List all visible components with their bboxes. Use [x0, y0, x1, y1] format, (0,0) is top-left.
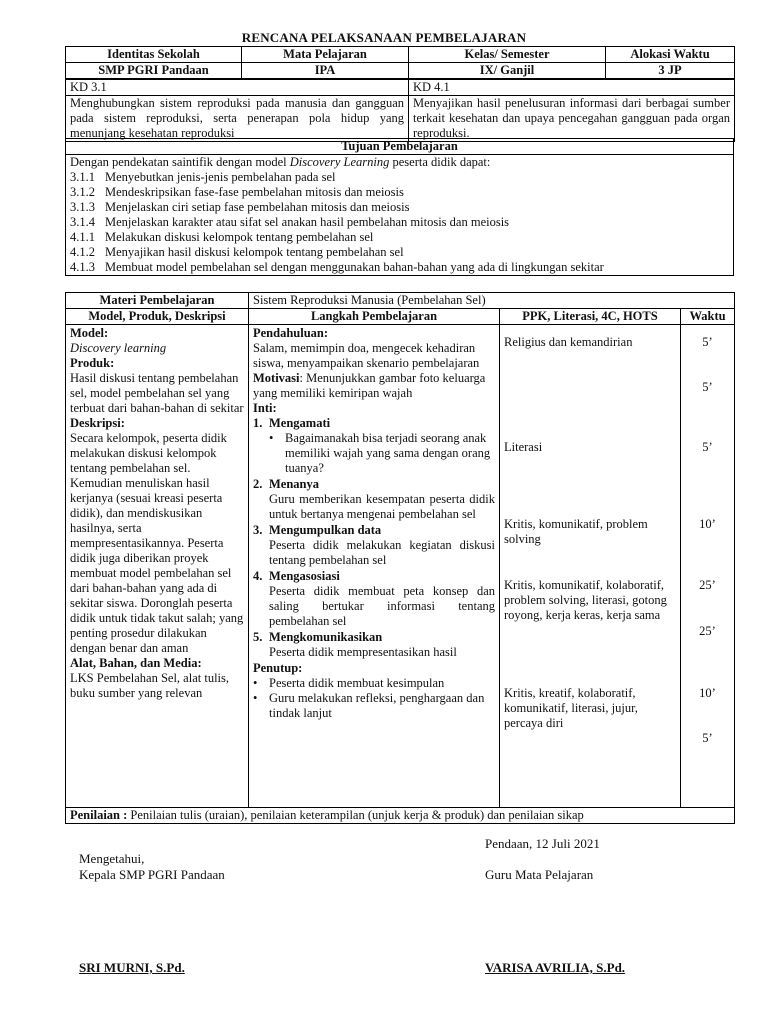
- kd-right-text: Menyajikan hasil penelusuran informasi dari berbagai sumber terkait kesehatan dan upaya pencegahan gangguan pada organ reproduksi.: [409, 96, 735, 142]
- identity-table: [65, 46, 735, 79]
- tujuan-item-number: 4.1.2: [70, 245, 95, 259]
- inti-step-text: [253, 431, 495, 476]
- inti-step-text: Peserta didik mempresentasikan hasil: [269, 645, 457, 659]
- ppk-item: Literasi: [504, 440, 543, 454]
- inti-step-number: 2.: [253, 477, 263, 491]
- tujuan-item-text: Mendeskripsikan fase-fase pembelahan mitosis dan meiosis: [105, 185, 404, 199]
- inti-step-number: 4.: [253, 569, 263, 583]
- signature-left-line2: Kepala SMP PGRI Pandaan: [79, 867, 225, 882]
- inti-step-bullet-text: Bagaimanakah bisa terjadi seorang anak memiliki wajah yang sama dengan orang tuanya?: [285, 431, 491, 475]
- tujuan-item-number: 4.1.3: [70, 260, 95, 274]
- inti-step-label: Mengumpulkan data: [269, 523, 382, 537]
- langkah-column: [249, 325, 500, 808]
- tujuan-item-number: 3.1.3: [70, 200, 95, 214]
- waktu-item: 25’: [699, 624, 716, 638]
- bullet-icon: •: [269, 431, 274, 445]
- pendahuluan-text: Salam, memimpin doa, mengecek kehadiran siswa, menyampaikan skenario pembelajaran: [253, 341, 480, 370]
- penilaian-text: Penilaian tulis (uraian), penilaian keterampilan (unjuk kerja & produk) dan penilaian sikap: [127, 808, 584, 822]
- inti-step: [253, 477, 495, 522]
- tujuan-item: [70, 230, 729, 245]
- penutup-item: [253, 676, 495, 691]
- header-label-subject: Mata Pelajaran: [242, 47, 409, 63]
- kd-right-code: KD 4.1: [409, 80, 735, 96]
- penilaian-row: [66, 808, 735, 824]
- inti-label: Inti:: [253, 401, 277, 415]
- penutup-label: Penutup:: [253, 661, 303, 675]
- inti-step: [253, 523, 495, 568]
- motivasi-text: : Menunjukkan gambar foto keluarga yang memiliki kemiripan wajah: [253, 371, 486, 400]
- tujuan-item: [70, 185, 729, 200]
- tujuan-intro: [70, 155, 729, 170]
- col-header-ppk: PPK, Literasi, 4C, HOTS: [500, 309, 681, 325]
- motivasi-label: Motivasi: [253, 371, 300, 385]
- header-value-school: SMP PGRI Pandaan: [66, 63, 242, 79]
- inti-step-heading: [253, 569, 495, 584]
- tujuan-item-text: Menyajikan hasil diskusi kelompok tentang pembelahan sel: [105, 245, 404, 259]
- bullet-icon: •: [253, 691, 258, 705]
- inti-step-heading: [253, 416, 495, 431]
- signature-right-line: Guru Mata Pelajaran: [485, 867, 594, 882]
- model-column: [66, 325, 249, 808]
- main-table: [65, 292, 735, 824]
- deskripsi-text: Secara kelompok, peserta didik melakukan diskusi kelompok tentang pembelahan sel. Kemudian menuliskan hasil kerjanya (sesuai kreasi peserta didik), dan mendiskusikan hasilnya, serta mempresentasikannya. Peserta didik juga diberikan proyek membuat model pembelahan sel dari bahan-bahan yang ada di sekitar siswa. Doronglah peserta didik untuk tidak takut salah; yang penting prosedur dilakukan dengan benar dan aman: [70, 431, 244, 655]
- inti-step-number: 1.: [253, 416, 263, 430]
- waktu-item: 25’: [699, 578, 716, 592]
- header-value-class: IX/ Ganjil: [409, 63, 606, 79]
- waktu-column: [681, 325, 735, 808]
- document-title: RENCANA PELAKSANAAN PEMBELAJARAN: [241, 30, 527, 45]
- inti-step-heading: [253, 523, 495, 538]
- inti-step-text: Peserta didik membuat peta konsep dan saling bertukar informasi tentang pembelahan sel: [269, 584, 495, 628]
- inti-step: [253, 569, 495, 629]
- waktu-item: 10’: [699, 686, 716, 700]
- penutup-item: [253, 691, 495, 721]
- produk-text: Hasil diskusi tentang pembelahan sel, model pembelahan sel yang terbuat dari bahan-bahan di sekitar: [70, 371, 244, 415]
- tujuan-item: [70, 245, 729, 260]
- ppk-item: Religius dan kemandirian: [504, 335, 633, 349]
- col-header-langkah: Langkah Pembelajaran: [249, 309, 500, 325]
- tujuan-item-number: 3.1.4: [70, 215, 95, 229]
- place-date: Pendaan, 12 Juli 2021: [485, 836, 600, 851]
- ppk-item: Kritis, komunikatif, kolaboratif, problem solving, literasi, gotong royong, kerja keras, kerja sama: [504, 578, 667, 622]
- model-label: Model:: [70, 326, 109, 340]
- materi-label: Materi Pembelajaran: [66, 293, 249, 309]
- ppk-column: [500, 325, 681, 808]
- inti-step: [253, 416, 495, 476]
- tujuan-table: [65, 138, 734, 276]
- inti-step: [253, 630, 495, 660]
- inti-step-label: Mengkomunikasikan: [269, 630, 383, 644]
- tujuan-item-text: Membuat model pembelahan sel dengan menggunakan bahan-bahan yang ada di lingkungan sekitar: [105, 260, 604, 274]
- tujuan-intro-post: peserta didik dapat:: [389, 155, 491, 169]
- header-label-school: Identitas Sekolah: [66, 47, 242, 63]
- header-value-subject: IPA: [242, 63, 409, 79]
- ppk-item: Kritis, komunikatif, problem solving: [504, 517, 648, 546]
- inti-step-heading: [253, 477, 495, 492]
- tujuan-intro-model: Discovery Learning: [289, 155, 390, 169]
- signature-right-name: VARISA AVRILIA, S.Pd.: [485, 960, 626, 975]
- inti-step-text: Peserta didik melakukan kegiatan diskusi tentang pembelahan sel: [269, 538, 495, 567]
- penutup-item-text: Peserta didik membuat kesimpulan: [269, 676, 445, 690]
- tujuan-item: [70, 260, 729, 275]
- tujuan-list: [70, 170, 729, 275]
- kd-left-code: KD 3.1: [66, 80, 409, 96]
- tujuan-item-text: Menyebutkan jenis-jenis pembelahan pada sel: [105, 170, 336, 184]
- tujuan-item-number: 4.1.1: [70, 230, 95, 244]
- inti-step-heading: [253, 630, 495, 645]
- tujuan-item-number: 3.1.1: [70, 170, 95, 184]
- inti-step-text: Guru memberikan kesempatan peserta didik untuk bertanya mengenai pembelahan sel: [269, 492, 495, 521]
- tujuan-item-text: Menjelaskan karakter atau sifat sel anakan hasil pembelahan mitosis dan meiosis: [105, 215, 510, 229]
- inti-step-label: Mengasosiasi: [269, 569, 340, 583]
- alat-label: Alat, Bahan, dan Media:: [70, 656, 202, 670]
- waktu-item: 5’: [702, 335, 713, 349]
- col-header-model: Model, Produk, Deskripsi: [66, 309, 249, 325]
- deskripsi-label: Deskripsi:: [70, 416, 125, 430]
- inti-steps: [253, 416, 495, 660]
- alat-text: LKS Pembelahan Sel, alat tulis, buku sumber yang relevan: [70, 671, 230, 700]
- penilaian-label: Penilaian :: [70, 808, 128, 822]
- inti-step-label: Menanya: [269, 477, 319, 491]
- motivasi: [253, 371, 495, 401]
- tujuan-body: [66, 155, 734, 276]
- penutup-item-text: Guru melakukan refleksi, penghargaan dan tindak lanjut: [269, 691, 485, 720]
- signature-left-line1: Mengetahui,: [79, 851, 145, 866]
- bullet-icon: •: [253, 676, 258, 690]
- waktu-item: 5’: [702, 731, 713, 745]
- waktu-item: 10’: [699, 517, 716, 531]
- tujuan-item-text: Menjelaskan ciri setiap fase pembelahan mitosis dan meiosis: [105, 200, 410, 214]
- tujuan-intro-pre: Dengan pendekatan saintifik dengan model: [70, 155, 290, 169]
- kd-left-text: Menghubungkan sistem reproduksi pada manusia dan gangguan pada sistem reproduksi, serta penerapan pola hidup yang menunjang kesehatan reproduksi: [66, 96, 409, 142]
- waktu-item: 5’: [702, 440, 713, 454]
- tujuan-item-number: 3.1.2: [70, 185, 95, 199]
- pendahuluan-label: Pendahuluan:: [253, 326, 329, 340]
- inti-step-label: Mengamati: [269, 416, 331, 430]
- inti-step-number: 5.: [253, 630, 263, 644]
- produk-label: Produk:: [70, 356, 115, 370]
- ppk-item: Kritis, kreatif, kolaboratif, komunikatif, literasi, jujur, percaya diri: [504, 686, 638, 730]
- inti-step-number: 3.: [253, 523, 263, 537]
- header-value-time: 3 JP: [606, 63, 735, 79]
- materi-value: Sistem Reproduksi Manusia (Pembelahan Sel): [249, 293, 735, 309]
- header-label-time: Alokasi Waktu: [606, 47, 735, 63]
- penutup-list: [253, 676, 495, 721]
- col-header-waktu: Waktu: [681, 309, 735, 325]
- signature-left-name: SRI MURNI, S.Pd.: [79, 960, 185, 975]
- tujuan-item: [70, 170, 729, 185]
- tujuan-item: [70, 200, 729, 215]
- tujuan-heading: Tujuan Pembelajaran: [66, 139, 734, 155]
- tujuan-item: [70, 215, 729, 230]
- kd-table: [65, 79, 735, 142]
- tujuan-item-text: Melakukan diskusi kelompok tentang pembelahan sel: [105, 230, 374, 244]
- header-label-class: Kelas/ Semester: [409, 47, 606, 63]
- waktu-item: 5’: [702, 380, 713, 394]
- model-value: Discovery learning: [70, 341, 167, 355]
